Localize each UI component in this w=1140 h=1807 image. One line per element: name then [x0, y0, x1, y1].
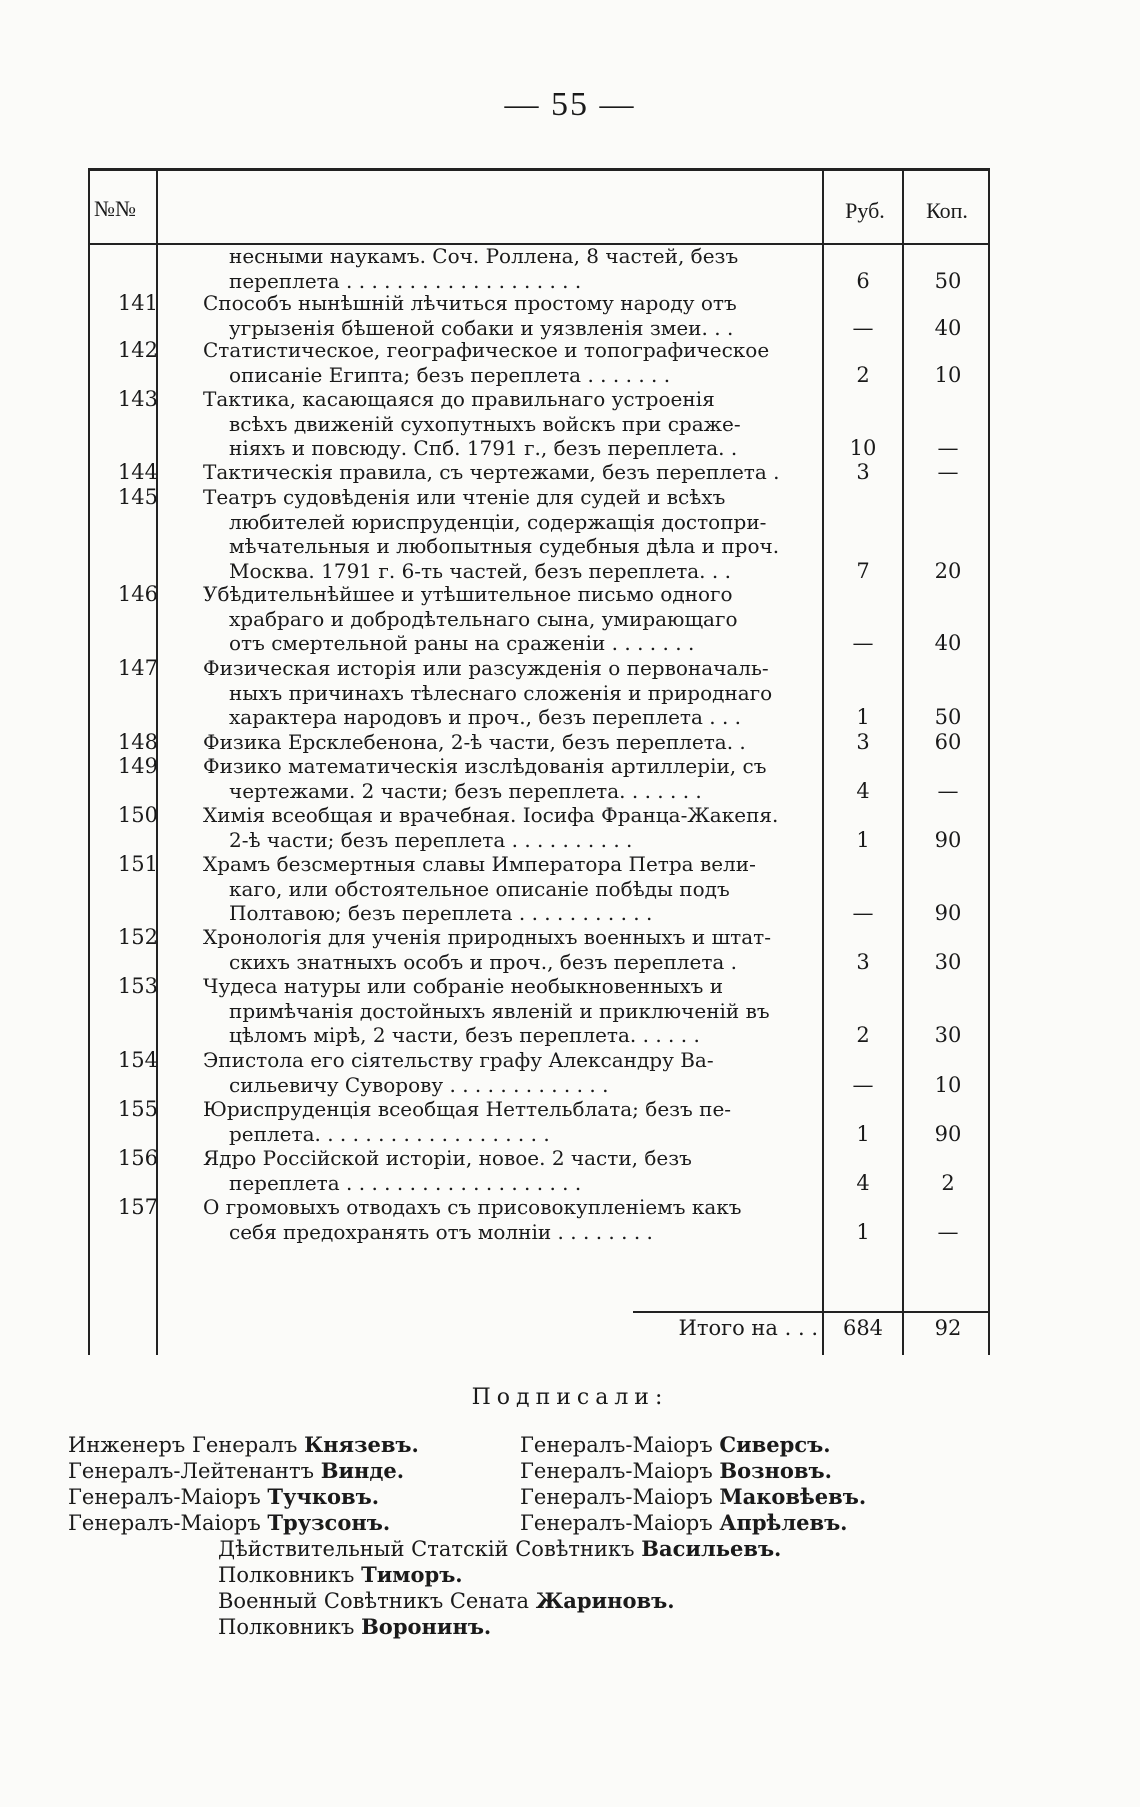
row-description — [203, 803, 818, 852]
signatory-name: Трузсонъ. — [267, 1510, 391, 1535]
row-kop: — — [937, 1219, 959, 1244]
table-top-rule — [88, 168, 990, 171]
row-number: 150 — [117, 803, 158, 827]
signatory-rank: Генералъ-Лейтенантъ — [68, 1459, 315, 1483]
row-rub: — — [852, 315, 874, 340]
description-line: характера народовъ и проч., безъ переплета . . . — [229, 705, 742, 729]
description-line: любителей юриспруденціи, содержащія достопри- — [229, 509, 767, 534]
description-line: Физика Ерсклебенона, 2-ѣ части, безъ переплета. . — [203, 730, 746, 754]
signatory-name: Жариновъ. — [535, 1588, 675, 1613]
row-kop: 50 — [934, 268, 962, 293]
signatory-name: Васильевъ. — [641, 1536, 782, 1561]
row-kop: 50 — [934, 705, 962, 729]
row-description — [203, 730, 818, 755]
description-line: Юриспруденція всеобщая Неттельблата; безъ пе- — [203, 1097, 732, 1121]
header-num: №№ — [94, 196, 136, 221]
signatory-name: Апрѣлевъ. — [719, 1510, 848, 1535]
row-rub: — — [852, 1072, 874, 1097]
row-number: 145 — [117, 485, 158, 509]
row-number: 144 — [117, 460, 158, 484]
row-description — [203, 974, 818, 1048]
signature-bottom — [218, 1536, 781, 1562]
description-line: всѣхъ движеній сухопутныхъ войскъ при сраже- — [229, 411, 741, 436]
signature-left — [68, 1432, 419, 1458]
row-rub: 3 — [856, 730, 870, 754]
row-kop: 60 — [934, 730, 962, 754]
row-number: 147 — [117, 656, 158, 680]
row-number: 142 — [117, 338, 158, 362]
signatory-name: Маковѣевъ. — [719, 1484, 867, 1509]
row-description — [203, 485, 818, 583]
row-description — [203, 460, 818, 485]
row-description — [203, 291, 818, 340]
row-kop: 20 — [934, 558, 962, 583]
row-rub: 1 — [856, 705, 870, 729]
signatory-name: Возновъ. — [719, 1458, 832, 1483]
signatory-name: Винде. — [320, 1458, 405, 1483]
row-description — [203, 387, 818, 461]
desc-col-rule — [822, 168, 824, 1355]
signatory-rank: Генералъ-Маіоръ — [520, 1459, 713, 1483]
row-description — [203, 754, 818, 803]
description-line: Эпистола его сіятельству графу Александру Ва- — [203, 1048, 714, 1072]
description-line: О громовыхъ отводахъ съ присовокупленіемъ какъ — [203, 1195, 742, 1219]
description-line: переплета . . . . . . . . . . . . . . . . . . . — [229, 268, 582, 293]
description-line: ніяхъ и повсюду. Спб. 1791 г., безъ переплета. . — [229, 436, 738, 460]
signatory-name: Князевъ. — [304, 1432, 419, 1457]
signature-bottom — [218, 1588, 675, 1614]
row-rub: 3 — [856, 949, 870, 974]
signatory-name: Тучковъ. — [267, 1484, 380, 1509]
row-rub: 2 — [856, 1023, 870, 1047]
description-line: себя предохранять отъ молніи . . . . . . . . — [229, 1219, 653, 1244]
total-label: Итого на . . . — [678, 1316, 818, 1340]
row-kop: 30 — [934, 1023, 962, 1047]
description-line: Химія всеобщая и врачебная. Іосифа Франца-Жакепя. — [203, 803, 779, 827]
description-line: Театръ судовѣденія или чтеніе для судей и всѣхъ — [203, 485, 726, 509]
signatory-rank: Генералъ-Маіоръ — [68, 1485, 261, 1509]
description-line: Тактическія правила, съ чертежами, безъ переплета . — [203, 460, 780, 484]
row-description — [203, 656, 818, 730]
row-number: 155 — [117, 1097, 158, 1121]
row-description — [203, 244, 818, 293]
signatory-rank: Генералъ-Маіоръ — [520, 1511, 713, 1535]
description-line: Способъ нынѣшній лѣчиться простому народу отъ — [203, 291, 737, 315]
description-line: скихъ знатныхъ особъ и проч., безъ переплета . — [229, 949, 738, 974]
row-number: 141 — [117, 291, 158, 315]
row-rub: 7 — [856, 558, 870, 583]
description-line: Москва. 1791 г. 6-ть частей, безъ переплета. . . — [229, 558, 731, 583]
row-number: 152 — [117, 925, 158, 949]
row-kop: 10 — [934, 1072, 962, 1097]
signature-left — [68, 1484, 379, 1510]
description-line: несными наукамъ. Соч. Роллена, 8 частей, безъ — [229, 244, 739, 268]
description-line: ныхъ причинахъ тѣлеснаго сложенія и природнаго — [229, 680, 773, 705]
row-kop: 2 — [941, 1170, 955, 1195]
description-line: цѣломъ мірѣ, 2 части, безъ переплета. . . . . . — [229, 1023, 700, 1047]
row-rub: 10 — [849, 436, 877, 460]
description-line: мѣчательныя и любопытныя судебныя дѣла и проч. — [229, 534, 780, 558]
signatory-rank: Генералъ-Маіоръ — [520, 1433, 713, 1457]
row-rub: 4 — [856, 1170, 870, 1195]
signature-right — [520, 1510, 848, 1536]
description-line: храбраго и добродѣтельнаго сына, умирающаго — [229, 606, 738, 631]
row-kop: 40 — [934, 631, 962, 655]
description-line: Физическая исторія или разсужденія о первоначаль- — [203, 656, 769, 680]
signatory-rank: Генералъ-Маіоръ — [520, 1485, 713, 1509]
row-description — [203, 1195, 818, 1244]
row-number: 143 — [117, 387, 158, 411]
row-rub: — — [852, 631, 874, 655]
signatory-rank: Военный Совѣтникъ Сената — [218, 1589, 530, 1613]
row-rub: 3 — [856, 460, 870, 484]
description-line: отъ смертельной раны на сраженіи . . . . . . . — [229, 631, 695, 655]
description-line: сильевичу Суворову . . . . . . . . . . . . . — [229, 1072, 609, 1097]
row-rub: — — [852, 901, 874, 925]
row-number: 153 — [117, 974, 158, 998]
row-number: 148 — [117, 730, 158, 754]
description-line: Физико математическія изслѣдованія артиллеріи, съ — [203, 754, 767, 778]
description-line: Тактика, касающаяся до правильнаго устроенія — [203, 387, 715, 411]
row-kop: — — [937, 460, 959, 484]
row-rub: 1 — [856, 1121, 870, 1146]
description-line: каго, или обстоятельное описаніе побѣды подъ — [229, 876, 730, 901]
row-rub: 6 — [856, 268, 870, 293]
row-description — [203, 582, 818, 656]
row-description — [203, 925, 818, 974]
signature-right — [520, 1458, 832, 1484]
row-number: 156 — [117, 1146, 158, 1170]
row-description — [203, 852, 818, 926]
signatory-name: Тиморъ. — [361, 1562, 463, 1587]
description-line: реплета. . . . . . . . . . . . . . . . . . . — [229, 1121, 550, 1146]
description-line: переплета . . . . . . . . . . . . . . . . . . . — [229, 1170, 582, 1195]
page-number: — 55 — — [504, 86, 636, 123]
signatory-rank: Полковникъ — [218, 1563, 355, 1587]
row-number: 157 — [117, 1195, 158, 1219]
row-number: 149 — [117, 754, 158, 778]
row-rub: 2 — [856, 362, 870, 387]
signature-left — [68, 1458, 404, 1484]
description-line: угрызенія бѣшеной собаки и уязвленія змеи. . . — [229, 315, 734, 340]
description-line: 2-ѣ части; безъ переплета . . . . . . . . . . — [229, 827, 633, 852]
description-line: Убѣдительнѣйшее и утѣшительное письмо одного — [203, 582, 733, 606]
description-line: чертежами. 2 части; безъ переплета. . . . . . . — [229, 778, 702, 803]
row-description — [203, 1048, 818, 1097]
description-line: Полтавою; безъ переплета . . . . . . . . . . . — [229, 901, 653, 925]
signed-title: Подписали: — [471, 1385, 669, 1410]
row-kop: 90 — [934, 901, 962, 925]
row-number: 151 — [117, 852, 158, 876]
signatory-name: Воронинъ. — [361, 1614, 492, 1639]
row-rub: 1 — [856, 1219, 870, 1244]
total-rub: 684 — [842, 1316, 884, 1340]
row-rub: 4 — [856, 778, 870, 803]
signature-bottom — [218, 1562, 463, 1588]
row-kop: 90 — [934, 1121, 962, 1146]
description-line: Чудеса натуры или собраніе необыкновенныхъ и — [203, 974, 724, 998]
right-rule — [988, 168, 990, 1355]
total-rule — [633, 1311, 990, 1313]
description-line: описаніе Египта; безъ переплета . . . . . . . — [229, 362, 671, 387]
row-description — [203, 1146, 818, 1195]
header-rub: Руб. — [845, 198, 885, 223]
description-line: Ядро Россійской исторіи, новое. 2 части, безъ — [203, 1146, 692, 1170]
description-line: примѣчанія достойныхъ явленій и приключеній въ — [229, 998, 770, 1023]
signature-right — [520, 1484, 866, 1510]
rub-col-rule — [902, 168, 904, 1355]
description-line: Хронологія для ученія природныхъ военныхъ и штат- — [203, 925, 771, 949]
signatory-rank: Инженеръ Генералъ — [68, 1433, 298, 1457]
row-kop: — — [937, 436, 959, 460]
row-kop: 30 — [934, 949, 962, 974]
row-description — [203, 338, 818, 387]
row-number: 154 — [117, 1048, 158, 1072]
row-number: 146 — [117, 582, 158, 606]
row-kop: 90 — [934, 827, 962, 852]
price-table — [88, 168, 990, 1355]
row-kop: 10 — [934, 362, 962, 387]
total-kop: 92 — [934, 1316, 962, 1340]
signature-right — [520, 1432, 831, 1458]
signatory-rank: Генералъ-Маіоръ — [68, 1511, 261, 1535]
description-line: Храмъ безсмертныя славы Императора Петра вели- — [203, 852, 756, 876]
signatory-rank: Полковникъ — [218, 1615, 355, 1639]
description-line: Статистическое, географическое и топографическое — [203, 338, 770, 362]
signature-left — [68, 1510, 390, 1536]
signatory-rank: Дѣйствительный Статскій Совѣтникъ — [218, 1537, 635, 1561]
row-kop: — — [937, 778, 959, 803]
row-description — [203, 1097, 818, 1146]
header-kop: Коп. — [926, 198, 968, 223]
row-rub: 1 — [856, 827, 870, 852]
signature-bottom — [218, 1614, 491, 1640]
row-kop: 40 — [934, 315, 962, 340]
signatory-name: Сиверсъ. — [719, 1432, 831, 1457]
